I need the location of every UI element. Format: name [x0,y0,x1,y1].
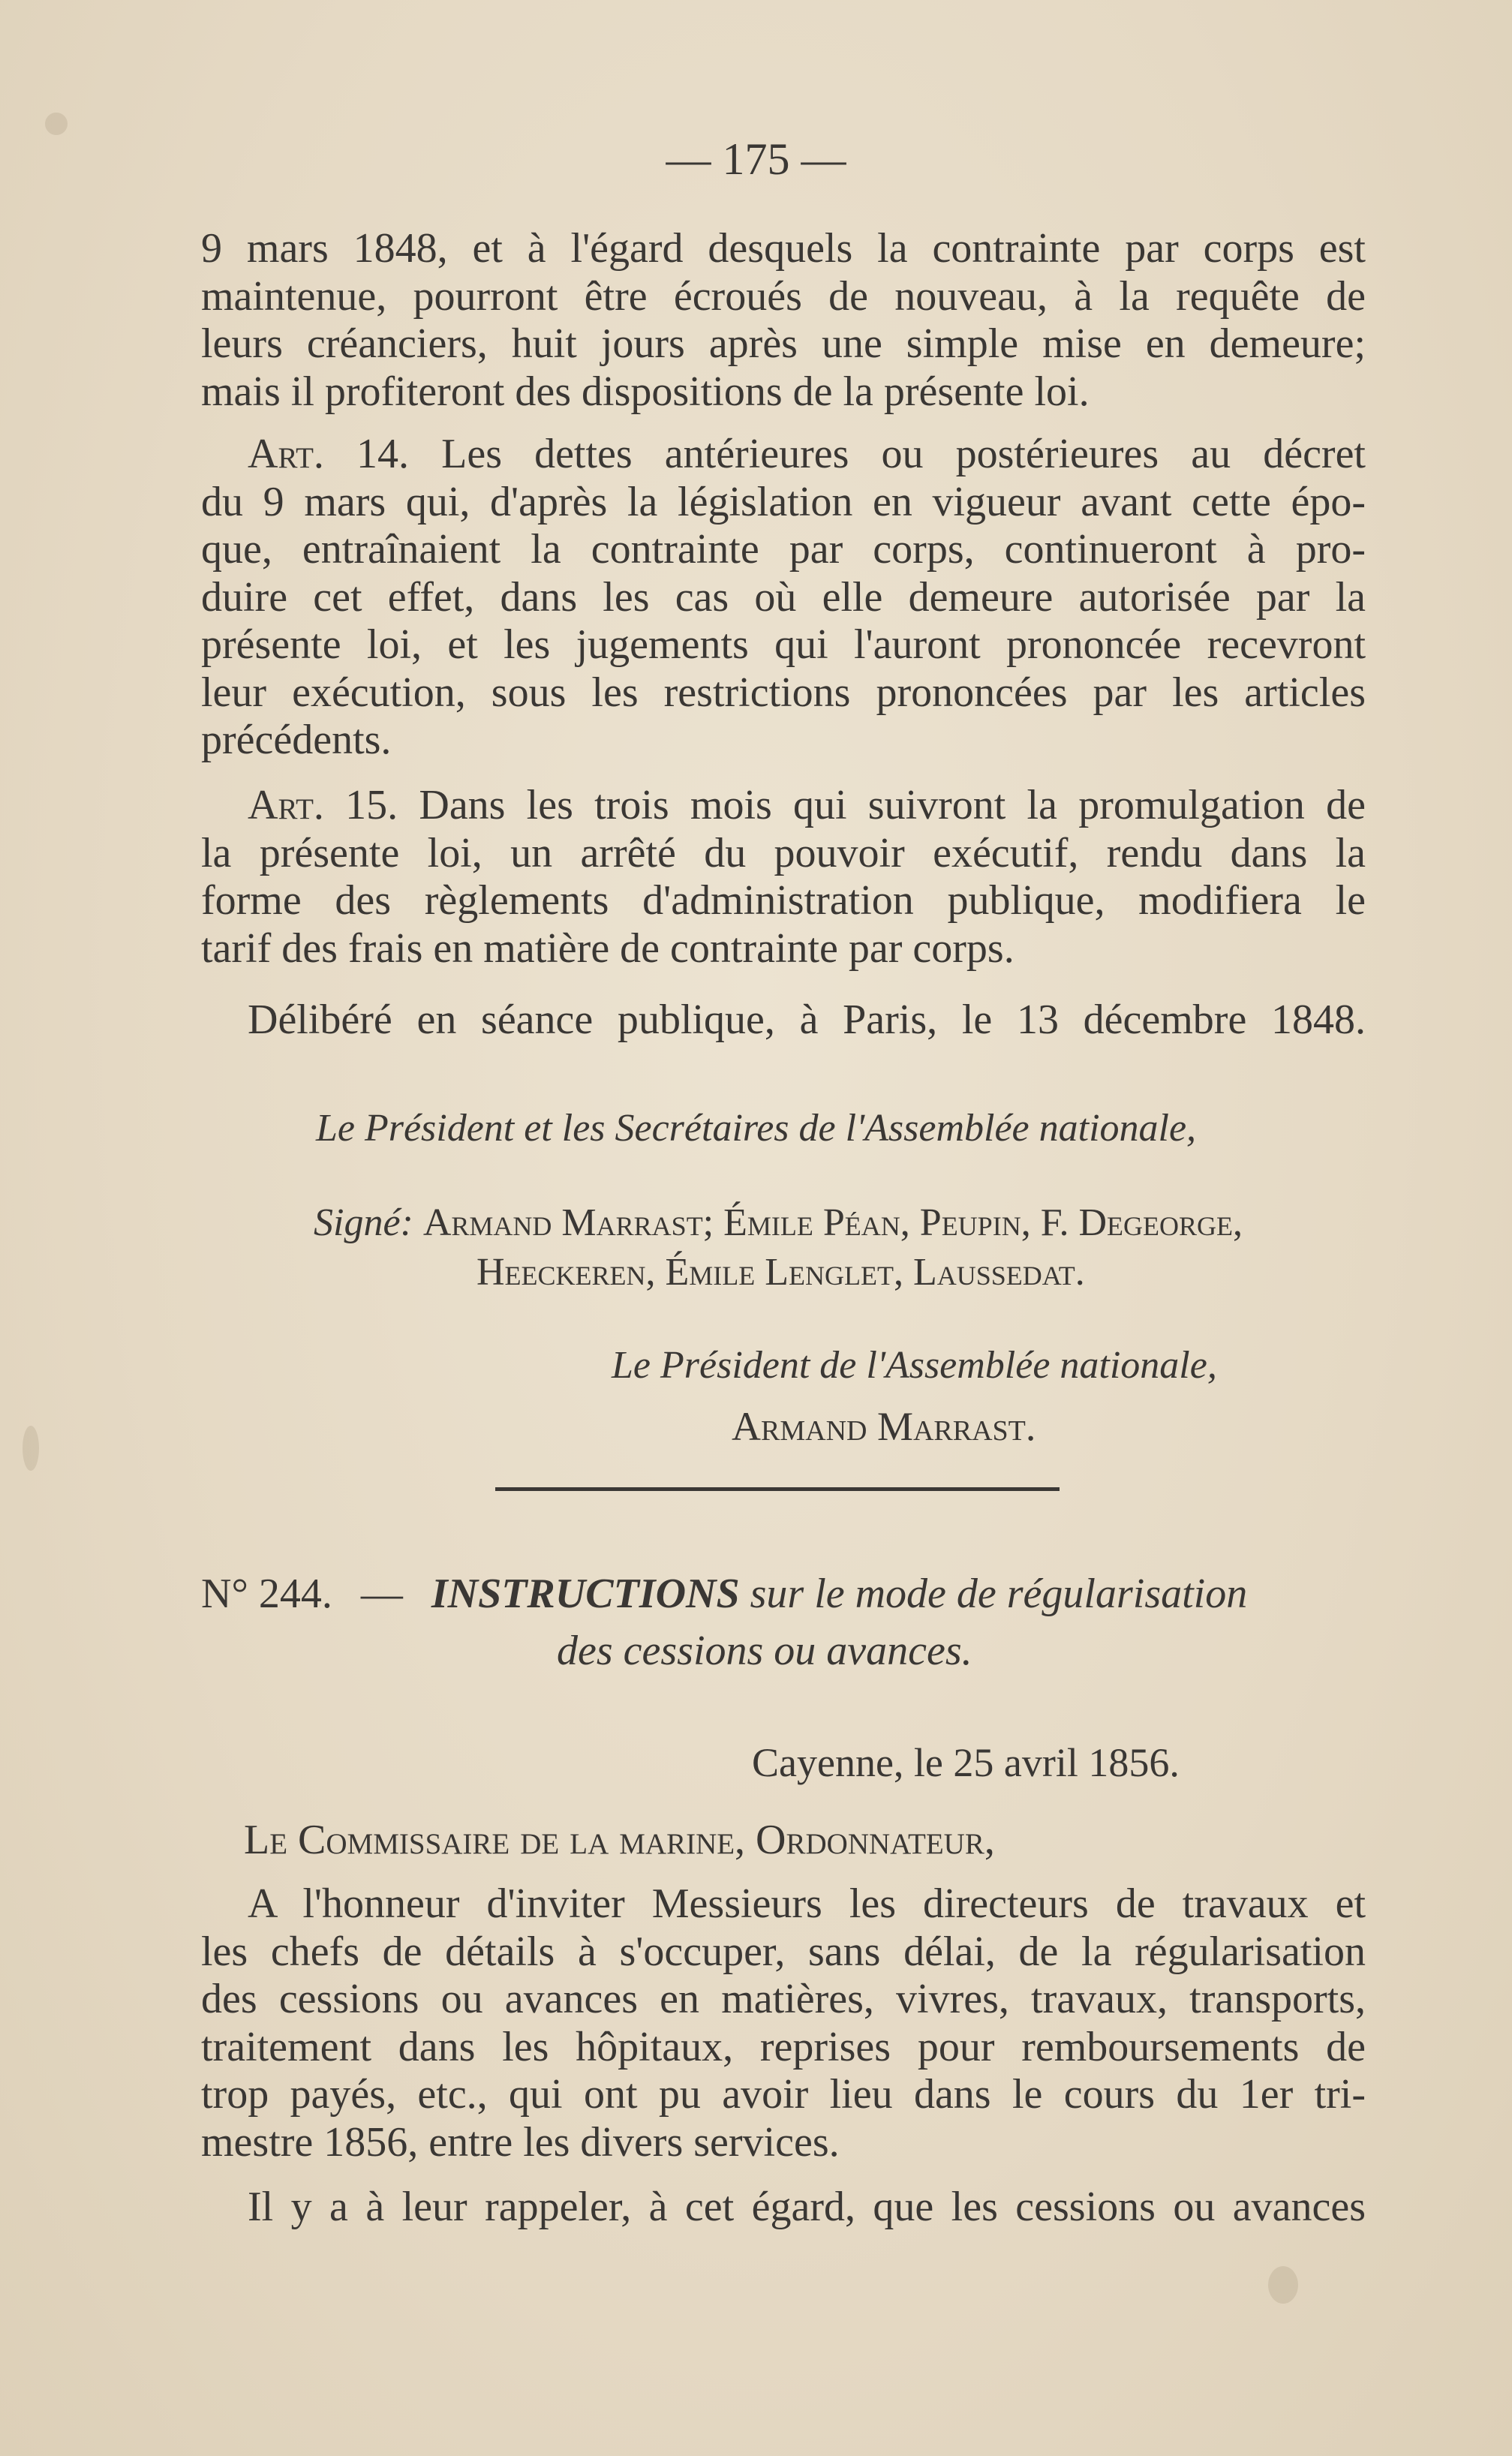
deliberation-line [201,997,1366,1045]
signatories-names-cont: Heeckeren, Émile Lenglet, Laussedat. [476,1251,1085,1294]
text-line: mais il profiteront des dispositions de la présente loi. [201,368,1090,415]
signatories-names: Armand Marrast; Émile Péan, Peupin, F. Degeorge, [422,1201,1243,1244]
signatories-line [314,1201,1243,1245]
text-line: A l'honneur d'inviter Messieurs les directeurs de travaux et [248,1880,1366,1927]
paper-stain [1268,2266,1298,2304]
text-line: trop payés, etc., qui ont pu avoir lieu dans le cours du 1er tri- [201,2071,1366,2118]
title-dash: — [360,1571,403,1617]
sender: Le Commissaire de la marine, Ordonnateur, [244,1817,995,1863]
instruction-title-line2: des cessions ou avances. [557,1628,972,1674]
text-line: la présente loi, un arrêté du pouvoir exécutif, rendu dans la [201,829,1366,876]
text-line: Il y a à leur rappeler, à cet égard, que les cessions ou avances [248,2184,1366,2230]
instruction-title-caps: INSTRUCTIONS [431,1571,740,1617]
section-divider [495,1487,1060,1491]
text-line: que, entraînaient la contrainte par corps, continueront à pro- [201,526,1366,573]
text-line: mestre 1856, entre les divers services. [201,2118,840,2166]
president-name: Armand Marrast. [732,1404,1036,1449]
text-line: forme des règlements d'administration publique, modifiera le [201,877,1366,924]
text-line: du 9 mars qui, d'après la législation en vigueur avant cette épo- [201,478,1366,525]
instruction-title-rest: sur le mode de régularisation [750,1571,1248,1617]
paper-stain [45,113,68,135]
page-number: — 175 — [666,134,846,184]
instruction-paragraph-2 [201,2184,1366,2232]
text-line: 9 mars 1848, et à l'égard desquels la contrainte par corps est [201,225,1366,272]
text-line [201,431,1366,479]
article-text: Dans les trois mois qui suivront la promulgation de [419,782,1366,828]
text-line: leur exécution, sous les restrictions prononcées par les articles [201,669,1366,716]
article-text: Les dettes antérieures ou postérieures au décret [441,431,1366,477]
text-line: maintenue, pourront être écroués de nouveau, à la requête de [201,272,1366,320]
text-line: leurs créanciers, huit jours après une simple mise en demeure; [201,320,1366,367]
text-line: traitement dans les hôpitaux, reprises pour remboursements de [201,2023,1366,2070]
instruction-title [201,1570,1247,1618]
paper-stain [23,1426,39,1471]
article-label: Art. 14. [248,431,410,477]
article-14 [201,431,1366,765]
instruction-number: N° 244. [201,1571,332,1617]
paragraph-continuation [201,225,1366,416]
article-15 [201,782,1366,972]
article-label: Art. 15. [248,782,398,828]
text-line: présente loi, et les jugements qui l'auront prononcée recevront [201,621,1366,668]
place-date: Cayenne, le 25 avril 1856. [752,1740,1180,1785]
signed-label: Signé: [314,1201,413,1244]
text-line: des cessions ou avances en matières, vivres, travaux, transports, [201,1976,1366,2022]
president-heading: Le Président de l'Assemblée nationale, [612,1344,1217,1387]
text-line [201,782,1366,830]
text-line: tarif des frais en matière de contrainte par corps. [201,924,1015,972]
text-line: les chefs de détails à s'occuper, sans délai, de la régularisation [201,1928,1366,1975]
text-line: Délibéré en séance publique, à Paris, le 13 décembre 1848. [248,997,1366,1043]
instruction-paragraph [201,1880,1366,2166]
text-line: duire cet effet, dans les cas où elle demeure autorisée par la [201,573,1366,621]
signatories-heading: Le Président et les Secrétaires de l'Assemblée nationale, [315,1107,1197,1150]
text-line: précédents. [201,717,392,763]
